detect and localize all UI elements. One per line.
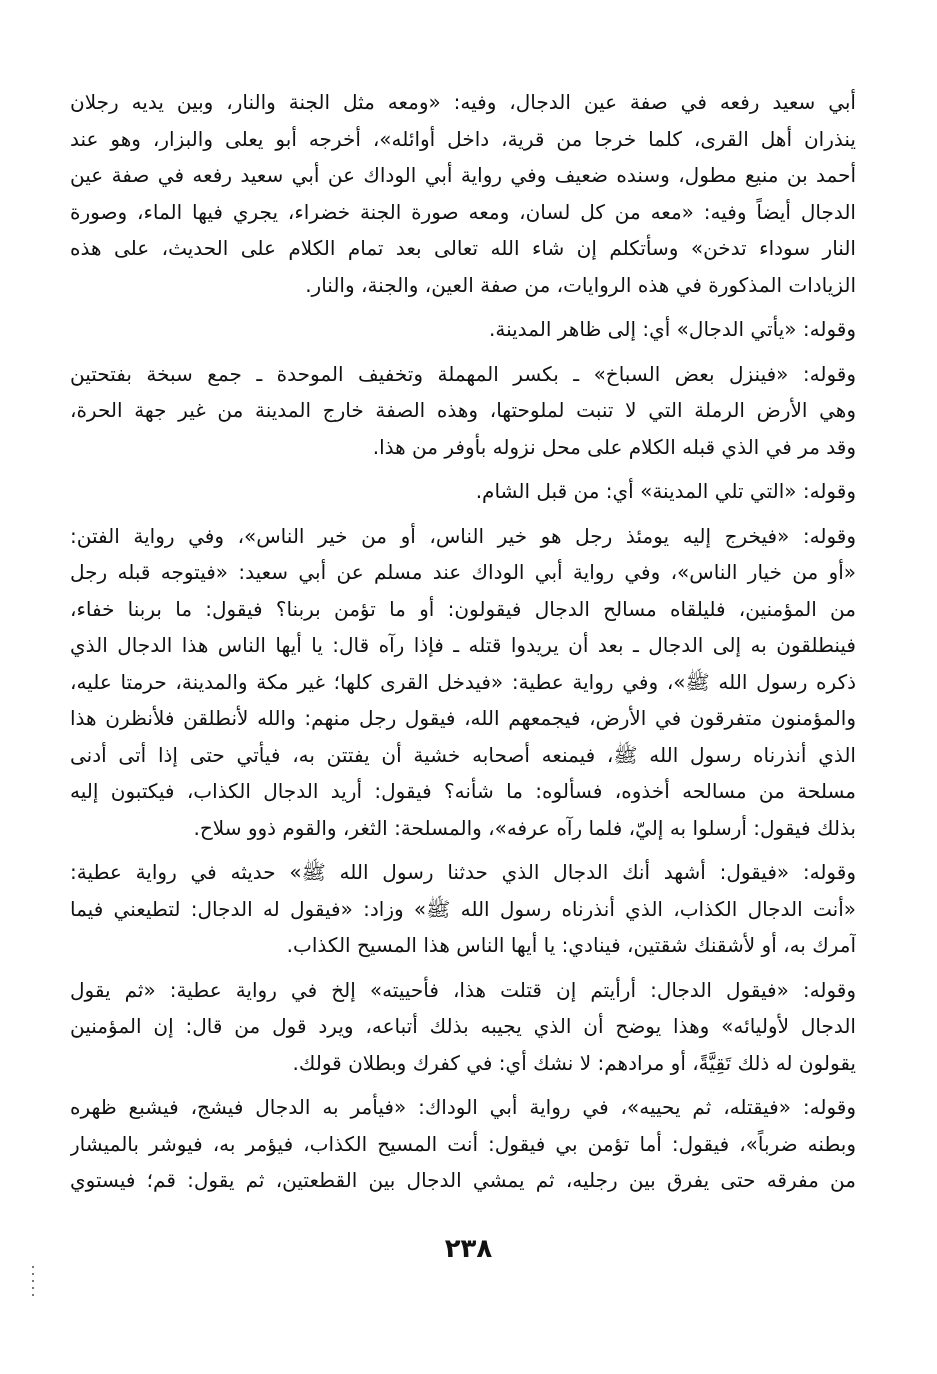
text-line: آمرك به، أو لأشقنك شقتين، فينادي: يا أيها الناس هذا المسيح الكذاب. (286, 933, 856, 957)
text-line: «أو من خيار الناس»، وفي رواية أبي الوداك عند مسلم عن أبي سعيد: «فيتوجه قبله رجل (70, 560, 856, 584)
scan-dot (32, 1294, 34, 1296)
text-line: وبطنه ضرباً»، فيقول: أما تؤمن بي فيقول: أنت المسيح الكذاب، فيؤمر به، فيوشر بالميشار (70, 1131, 856, 1156)
text-line: وقوله: «فيقول: أشهد أنك الدجال الذي حدثنا رسول الله ﷺ» حديثه في رواية عطية: (70, 860, 856, 884)
text-line: وهي الأرض الرملة التي لا تنبت لملوحتها، وهذه الصفة خارج المدينة من غير جهة الحرة، (70, 398, 856, 422)
text-line: وقوله: «يأتي الدجال» أي: إلى ظاهر المدينة. (488, 317, 856, 341)
text-line: ذكره رسول الله ﷺ»، وفي رواية عطية: «فيدخل القرى كلها؛ غير مكة والمدينة، حرمتا عليه، (70, 669, 856, 694)
text-line: وقوله: «التي تلي المدينة» أي: من قبل الشام. (475, 479, 856, 503)
text-line: أبي سعيد رفعه في صفة عين الدجال، وفيه: «ومعه مثل الجنة والنار، وبين يديه رجلان (70, 90, 856, 114)
text-line: «أنت الدجال الكذاب، الذي أنذرناه رسول الله ﷺ» وزاد: «فيقول له الدجال: لتطيعني فيما (70, 896, 856, 921)
text-line: وقوله: «فيخرج إليه يومئذ رجل هو خير الناس، أو من خير الناس»، وفي رواية الفتن: (70, 523, 856, 548)
text-line: والمؤمنون متفرقون في الأرض، فيجمعهم الله، فيقول رجل منهم: والله لأنطلقن فلأنظرن هذا (70, 706, 856, 730)
text-line: الذي أنذرناه رسول الله ﷺ، فيمنعه أصحابه خشية أن يفتتن به، فيأتي حتى إذا أتى أدنى (70, 742, 856, 767)
text-line: بذلك فيقول: أرسلوا به إليّ، فلما رآه عرفه»، والمسلحة: الثغر، والقوم ذوو سلاح. (193, 815, 856, 840)
text-line: وقد مر في الذي قبله الكلام على محل نزوله بأوفر من هذا. (372, 434, 856, 459)
paragraph-khayr-alnas (70, 518, 856, 847)
text-line: ينذران أهل القرى، كلما خرجا من قرية، داخل أوائله»، أخرجه أبو يعلى والبزار، وهو عند (70, 126, 856, 151)
text-line: الدجال أيضاً وفيه: «معه من كل لسان، ومعه صورة الجنة خضراء، يجري فيها الماء، وصورة (70, 199, 856, 224)
paragraph-tali-almadina (70, 473, 856, 510)
text-line: وقوله: «فيقول الدجال: أرأيتم إن قتلت هذا، فأحييته» إلخ في رواية عطية: «ثم يقول (70, 977, 856, 1002)
text-line: وقوله: «فيقتله، ثم يحييه»، في رواية أبي الوداك: «فيأمر به الدجال فيشج، فيشبع ظهره (70, 1095, 856, 1119)
scan-dot (32, 1266, 34, 1268)
paragraph-alsibakh (70, 356, 856, 466)
page-body (70, 84, 856, 1264)
text-line: الدجال لأوليائه» وهذا يوضح أن الذي يجيبه بذلك أتباعه، ويرد قول من قال: إن المؤمنين (70, 1014, 856, 1038)
text-line: يقولون له ذلك تَقِيَّةً، أو مرادهم: لا نشك أي: في كفرك وبطلان قولك. (292, 1050, 856, 1075)
text-line: وقوله: «فينزل بعض السباخ» ـ بكسر المهملة وتخفيف الموحدة ـ جمع سبخة بفتحتين (70, 361, 856, 386)
paragraph-abu-said (70, 84, 856, 303)
text-line: النار سوداء تدخن» وسأتكلم إن شاء الله تعالى بعد تمام الكلام على الحديث، على هذه (70, 236, 856, 260)
text-line: الزيادات المذكورة في هذه الروايات، من صفة العين، والجنة، والنار. (305, 272, 856, 297)
scan-dot (32, 1280, 34, 1282)
paragraph-araaytum (70, 972, 856, 1082)
text-line: من مفرقه حتى يفرق بين رجليه، ثم يمشي الدجال بين القطعتين، ثم يقول: قم؛ فيستوي (70, 1168, 856, 1192)
text-line: مسلحة من مسالحه أخذوه، فسألوه: ما شأنه؟ فيقول: أريد الدجال الكذاب، فيكتبون إليه (70, 779, 856, 803)
text-line: أحمد بن منيع مطول، وسنده ضعيف وفي رواية أبي الوداك عن أبي سعيد رفعه في صفة عين (70, 163, 856, 187)
scan-dot (32, 1287, 34, 1289)
scan-dot (32, 1273, 34, 1275)
scan-edge-marks (30, 1266, 36, 1326)
text-line: فينطلقون به إلى الدجال ـ بعد أن يريدوا قتله ـ فإذا رآه قال: يا أيها الناس هذا الدجال الذي (70, 633, 856, 657)
paragraph-yati-aldajjal (70, 311, 856, 348)
page-number: ٢٣٨ (444, 1234, 493, 1264)
paragraph-ashhad (70, 854, 856, 964)
paragraph-yaqtuluhu (70, 1089, 856, 1199)
text-line: من المؤمنين، فليلقاه مسالح الدجال فيقولون: أو ما تؤمن بربنا؟ فيقول: ما بربنا خفاء، (70, 596, 856, 621)
